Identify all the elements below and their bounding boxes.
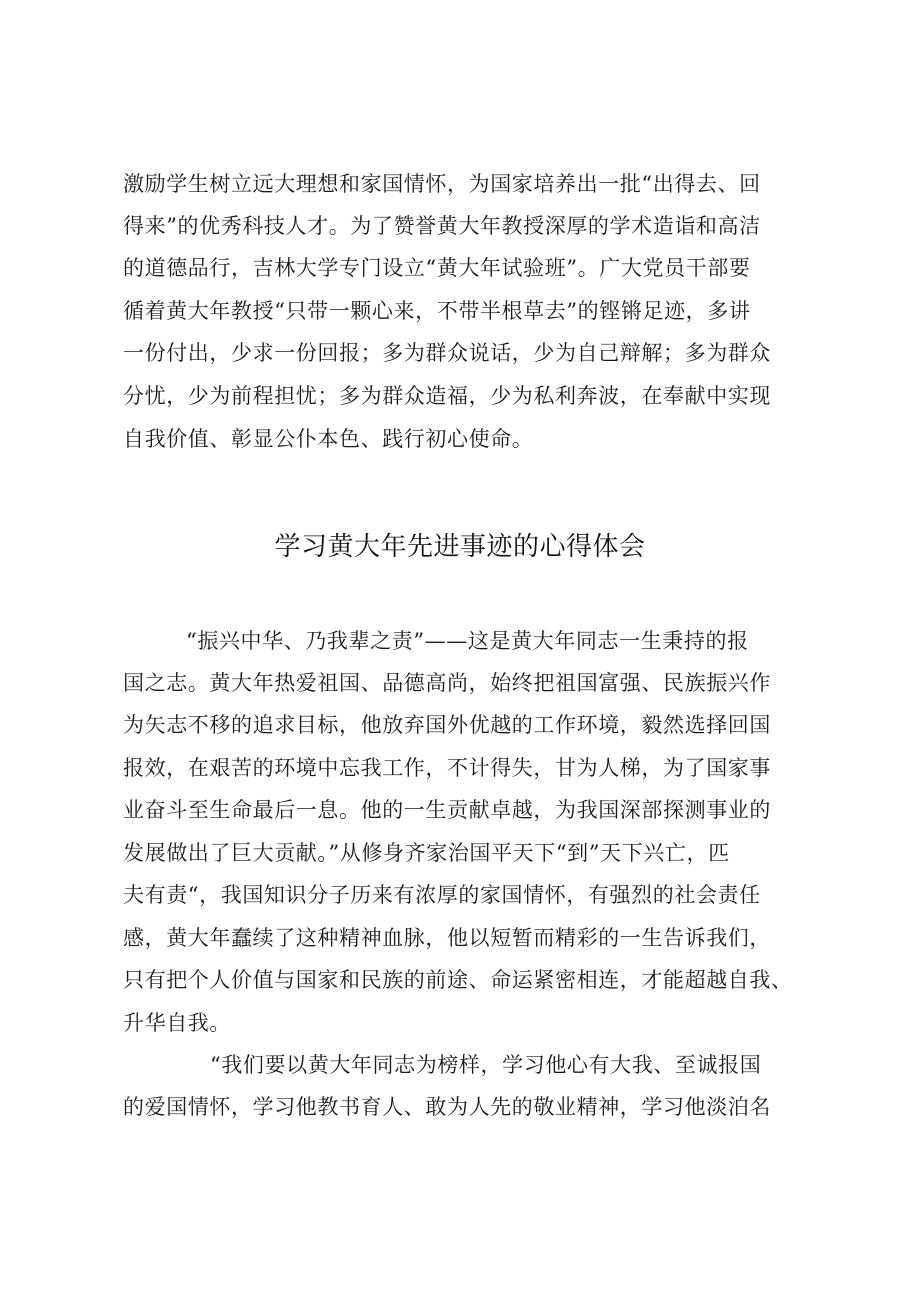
paragraph-first-line: “我们要以黄大年同志为榜样，学习他心有大我、至诚报国 [210,1053,762,1077]
body-line: 业奋斗至生命最后一息。他的一生贡献卓越，为我国深部探测事业的 [123,798,771,822]
body-line: 循着黄大年教授“只带一颗心来，不带半根草去”的铿锵足迹，多讲 [123,299,751,323]
body-line: 的道德品行，吉林大学专门设立“黄大年试验班”。广大党员干部要 [123,256,751,280]
body-line: 的爱国情怀，学习他教书育人、敢为人先的敬业精神，学习他淡泊名 [123,1095,771,1119]
body-line: 升华自我。 [123,1011,231,1035]
body-line: 夫有责“，我国知识分子历来有浓厚的家国情怀，有强烈的社会责任 [123,883,761,907]
body-line: 激励学生树立远大理想和家国情怀，为国家培养出一批“出得去、回 [123,172,761,196]
body-line: 发展做出了巨大贡献。”从修身齐家治国平天下“到”天下兴亡，匹 [123,841,730,865]
body-line: 一份付出，少求一份回报；多为群众说话，少为自己辩解；多为群众 [123,341,771,365]
body-line: 为矢志不移的追求目标，他放弃国外优越的工作环境，毅然选择回国 [123,713,771,737]
article-title: 学习黄大年先进事迹的心得体会 [274,532,646,562]
body-line: 自我价值、彰显公仆本色、践行初心使命。 [123,427,534,451]
body-line: 报效，在艰苦的环境中忘我工作，不计得失，甘为人梯，为了国家事 [123,756,771,780]
body-line: 只有把个人价值与国家和民族的前途、命运紧密相连，才能超越自我、 [123,968,793,992]
body-line: 得来”的优秀科技人才。为了赞誉黄大年教授深厚的学术造诣和高洁 [123,214,761,238]
body-line: 分忧，少为前程担忧；多为群众造福，少为私利奔波，在奉献中实现 [123,384,771,408]
body-line: 国之志。黄大年热爱祖国、品德高尚，始终把祖国富强、民族振兴作 [123,671,771,695]
body-line: 感，黄大年蠢续了这种精神血脉，他以短暂而精彩的一生告诉我们， [123,926,771,950]
paragraph-first-line: “振兴中华、乃我辈之责”——这是黄大年同志一生秉持的报 [186,629,749,653]
